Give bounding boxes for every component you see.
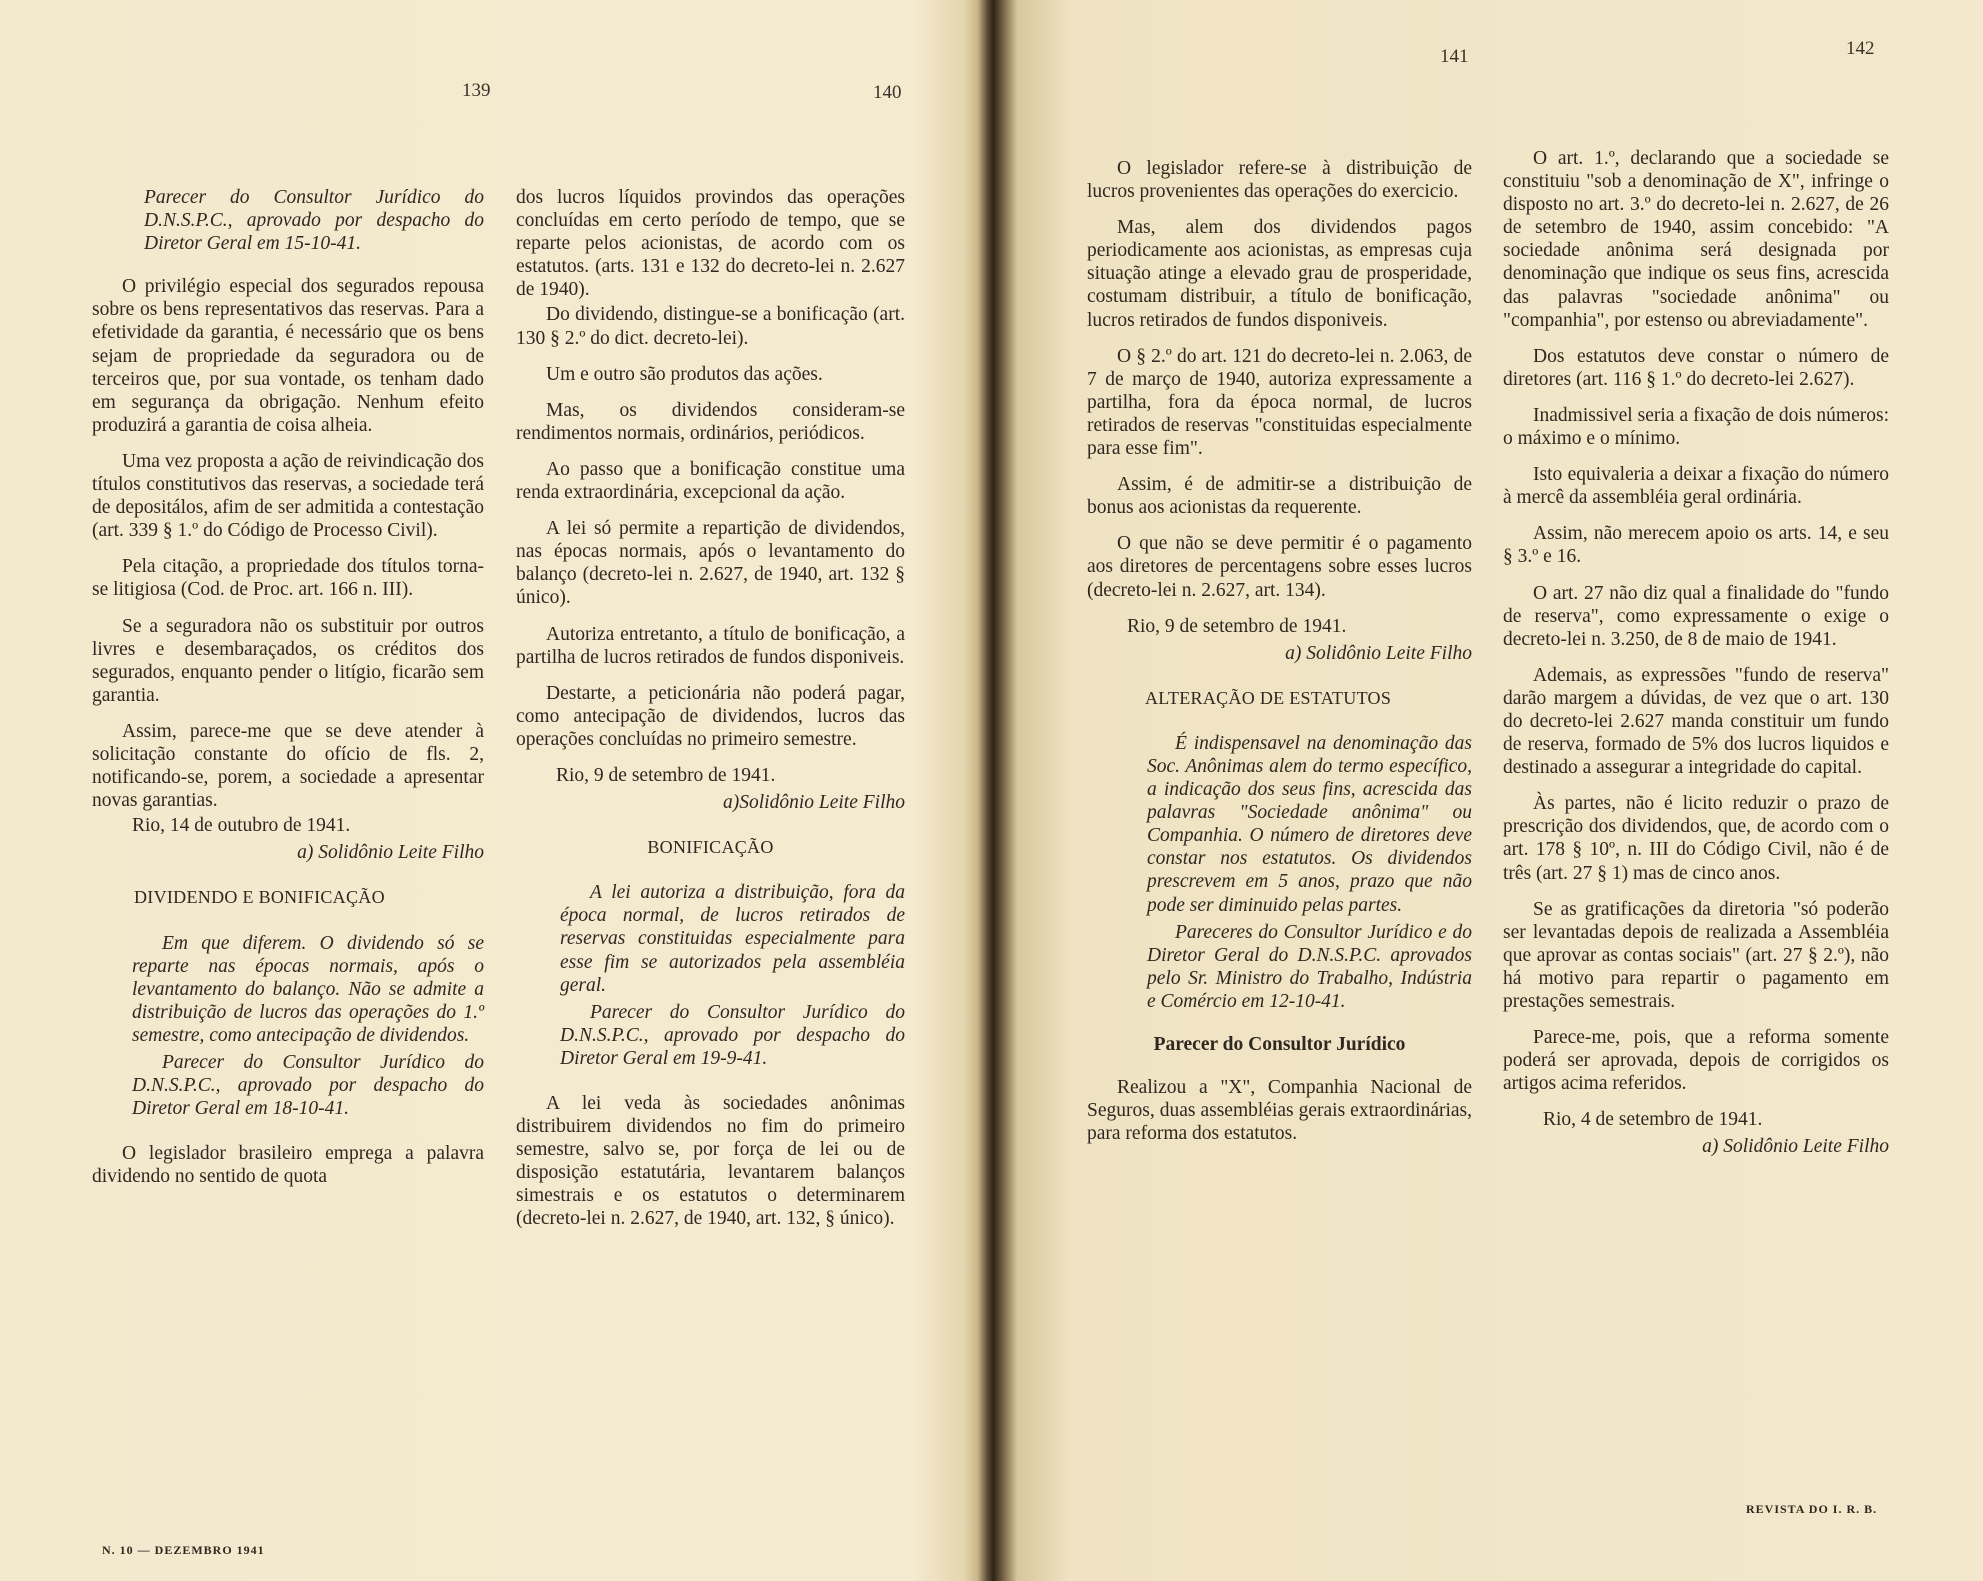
section-title: BONIFICAÇÃO <box>647 837 774 858</box>
paragraph: Um e outro são produtos das ações. <box>546 363 823 385</box>
signature: a) Solidônio Leite Filho <box>297 842 484 864</box>
opinion-header: Parecer do Consultor Jurídico do D.N.S.P.C., aprovado por despacho do Diretor Geral em 19-9-41. <box>560 1001 905 1069</box>
paragraph: Mas, os dividendos consideram-se rendimentos normais, ordinários, periódicos. <box>516 399 905 444</box>
page-number-140: 140 <box>873 82 902 103</box>
signature: a)Solidônio Leite Filho <box>723 792 905 814</box>
paragraph: Inadmissivel seria a fixação de dois números: o máximo e o mínimo. <box>1503 404 1889 450</box>
paragraph: O art. 1.º, declarando que a sociedade se constituiu "sob a denominação de X", infringe o disposto no art. 3.º do decreto-lei n. 2.627, de 26 de setembro de 1940, assim concebido: "A sociedade anônima será designada por denominação que indique os seus fins, acrescida das palavras "sociedade anônima" ou "companhia", por estenso ou abreviadamente". <box>1503 148 1889 331</box>
paragraph: O § 2.º do art. 121 do decreto-lei n. 2.063, de 7 de março de 1940, autoriza expressamente a partilha, fora da época normal, de lucros retirados de reservas "constituidas especialmente para esse fim". <box>1087 345 1472 460</box>
paragraph: Mas, alem dos dividendos pagos periodicamente aos acionistas, as empresas cuja situação atinge a elevado grau de prosperidade, costumam distribuir, a título de bonificação, lucros retirados de fundos disponiveis. <box>1087 217 1472 331</box>
paragraph: A lei veda às sociedades anônimas distribuirem dividendos no fim do primeiro semestre, salvo se, por força de lei ou de disposição estatutária, levantarem balanços simestrais e os estatutos o determinarem (decreto-lei n. 2.627, de 1940, art. 132, § único). <box>516 1093 905 1230</box>
paragraph: O legislador refere-se à distribuição de lucros provenientes das operações do exercicio. <box>1087 158 1472 203</box>
date-line: Rio, 14 de outubro de 1941. <box>132 815 351 837</box>
signature: a) Solidônio Leite Filho <box>1285 642 1472 664</box>
paragraph: Se a seguradora não os substituir por outros livres e desembaraçados, os créditos dos segurados, enquanto pender o litígio, ficarão sem garantia. <box>92 615 484 706</box>
date-line: Rio, 9 de setembro de 1941. <box>556 764 776 786</box>
column-page-140 <box>516 186 905 1244</box>
paragraph: O privilégio especial dos segurados repousa sobre os bens representativos das reservas. Para a efetividade da garantia, é necessário que os bens sejam de propriedade da seguradora ou de terceiros que, por sua vontade, os tenham dado em segurança da obrigação. Nenhum efeito produzirá a garantia de coisa alheia. <box>92 276 484 436</box>
footer-journal: REVISTA DO I. R. B. <box>1746 1502 1878 1516</box>
opinion-title: Parecer do Consultor Jurídico <box>1153 1034 1406 1055</box>
paragraph: Dos estatutos deve constar o número de diretores (art. 116 § 1.º do decreto-lei 2.627). <box>1503 345 1889 390</box>
page-number-141: 141 <box>1440 46 1469 67</box>
paragraph: Pela citação, a propriedade dos títulos torna-se litigiosa (Cod. de Proc. art. 166 n. III). <box>92 556 484 601</box>
paragraph: Ademais, as expressões "fundo de reserva" darão margem a dúvidas, de vez que o art. 130 do decreto-lei 2.627 manda constituir um fundo de reserva, formado de 5% dos lucros liquidos e destinado a assegurar a integridade do capital. <box>1503 664 1889 779</box>
paragraph: Autoriza entretanto, a título de bonificação, a partilha de lucros retirados de fundos disponiveis. <box>516 623 905 668</box>
paragraph: O que não se deve permitir é o pagamento aos diretores de percentagens sobre esses lucros (decreto-lei n. 2.627, art. 134). <box>1087 533 1472 601</box>
paragraph: O art. 27 não diz qual a finalidade do "fundo de reserva", como expressamente o exige o decreto-lei n. 3.250, de 8 de maio de 1941. <box>1503 582 1889 650</box>
column-page-139 <box>92 186 484 1201</box>
column-page-141 <box>1087 157 1472 1158</box>
opinion-header: Pareceres do Consultor Jurídico e do Diretor Geral do D.N.S.P.C. aprovados pelo Sr. Ministro do Trabalho, Indústria e Comércio em 12-10-41. <box>1147 921 1472 1012</box>
date-line: Rio, 4 de setembro de 1941. <box>1543 1109 1763 1131</box>
paragraph: Parece-me, pois, que a reforma somente poderá ser aprovada, depois de corrigidos os artigos acima referidos. <box>1503 1027 1889 1095</box>
paragraph: Às partes, não é licito reduzir o prazo de prescrição dos dividendos, que, de acordo com o art. 178 § 10º, n. III do Código Civil, não é de três (art. 27 § 1) mas de cinco anos. <box>1503 793 1889 884</box>
paragraph: Assim, parece-me que se deve atender à solicitação constante do ofício de fls. 2, notificando-se, porem, a sociedade a apresentar novas garantias. <box>92 720 484 812</box>
paragraph: Isto equivaleria a deixar a fixação do número à mercê da assembléia geral ordinária. <box>1503 464 1889 509</box>
section-summary: É indispensavel na denominação das Soc. Anônimas alem do termo específico, a indicação dos seus fins, acrescida das palavras "Sociedade anônima" ou Companhia. O número de diretores deve constar nos estatutos. Os dividendos prescrevem em 5 anos, prazo que não pode ser diminuido pelas partes. <box>1147 732 1472 916</box>
date-line: Rio, 9 de setembro de 1941. <box>1127 615 1347 637</box>
column-page-142 <box>1503 147 1889 1172</box>
section-summary: Em que diferem. O dividendo só se reparte nas épocas normais, após o levantamento do balanço. Não se admite a distribuição de lucros das operações do 1.º semestre, como antecipação de dividendos. <box>132 932 484 1046</box>
page-number-142: 142 <box>1846 38 1875 59</box>
page-number-139: 139 <box>462 80 491 101</box>
paragraph: O legislador brasileiro emprega a palavra dividendo no sentido de quota <box>92 1143 484 1188</box>
paragraph: Uma vez proposta a ação de reivindicação dos títulos constitutivos das reservas, a sociedade terá de depositálos, afim de ser admitida a contestação (art. 339 § 1.º do Código de Processo Civil). <box>92 450 484 542</box>
paragraph: Destarte, a peticionária não poderá pagar, como antecipação de dividendos, lucros das operações concluídas no primeiro semestre. <box>516 682 905 750</box>
opinion-header: Parecer do Consultor Jurídico do D.N.S.P.C., aprovado por despacho do Diretor Geral em 15-10-41. <box>144 187 484 255</box>
paragraph: Do dividendo, distingue-se a bonificação (art. 130 § 2.º do dict. decreto-lei). <box>516 304 905 349</box>
paragraph: A lei só permite a repartição de dividendos, nas épocas normais, após o levantamento do balanço (decreto-lei n. 2.627, de 1940, art. 132 § único). <box>516 518 905 609</box>
opinion-header: Parecer do Consultor Jurídico do D.N.S.P.C., aprovado por despacho do Diretor Geral em 18-10-41. <box>132 1052 484 1120</box>
section-title: DIVIDENDO E BONIFICAÇÃO <box>134 887 385 908</box>
footer-issue: N. 10 — DEZEMBRO 1941 <box>102 1543 265 1557</box>
paragraph: Assim, não merecem apoio os arts. 14, e seu § 3.º e 16. <box>1503 523 1889 568</box>
section-title: ALTERAÇÃO DE ESTATUTOS <box>1145 687 1392 708</box>
signature: a) Solidônio Leite Filho <box>1702 1136 1889 1158</box>
paragraph: Ao passo que a bonificação constitue uma renda extraordinária, excepcional da ação. <box>516 458 905 504</box>
paragraph: dos lucros líquidos provindos das operações concluídas em certo período de tempo, que se reparte pelos acionistas, de acordo com os estatutos. (arts. 131 e 132 do decreto-lei n. 2.627 de 1940). <box>516 187 905 301</box>
paragraph: Assim, é de admitir-se a distribuição de bonus aos acionistas da requerente. <box>1087 474 1472 519</box>
section-summary: A lei autoriza a distribuição, fora da época normal, de lucros retirados de reservas constituidas especialmente para esse fim se autorizados pela assembléia geral. <box>560 882 905 996</box>
paragraph: Se as gratificações da diretoria "só poderão ser levantadas depois de realizada a Assembléia que aprovar as contas sociais" (art. 27 § 2.º), não há motivo para repartir o pagamento em prestações semestrais. <box>1503 898 1889 1012</box>
paragraph: Realizou a "X", Companhia Nacional de Seguros, duas assembléias gerais extraordinárias, para reforma dos estatutos. <box>1087 1077 1472 1145</box>
